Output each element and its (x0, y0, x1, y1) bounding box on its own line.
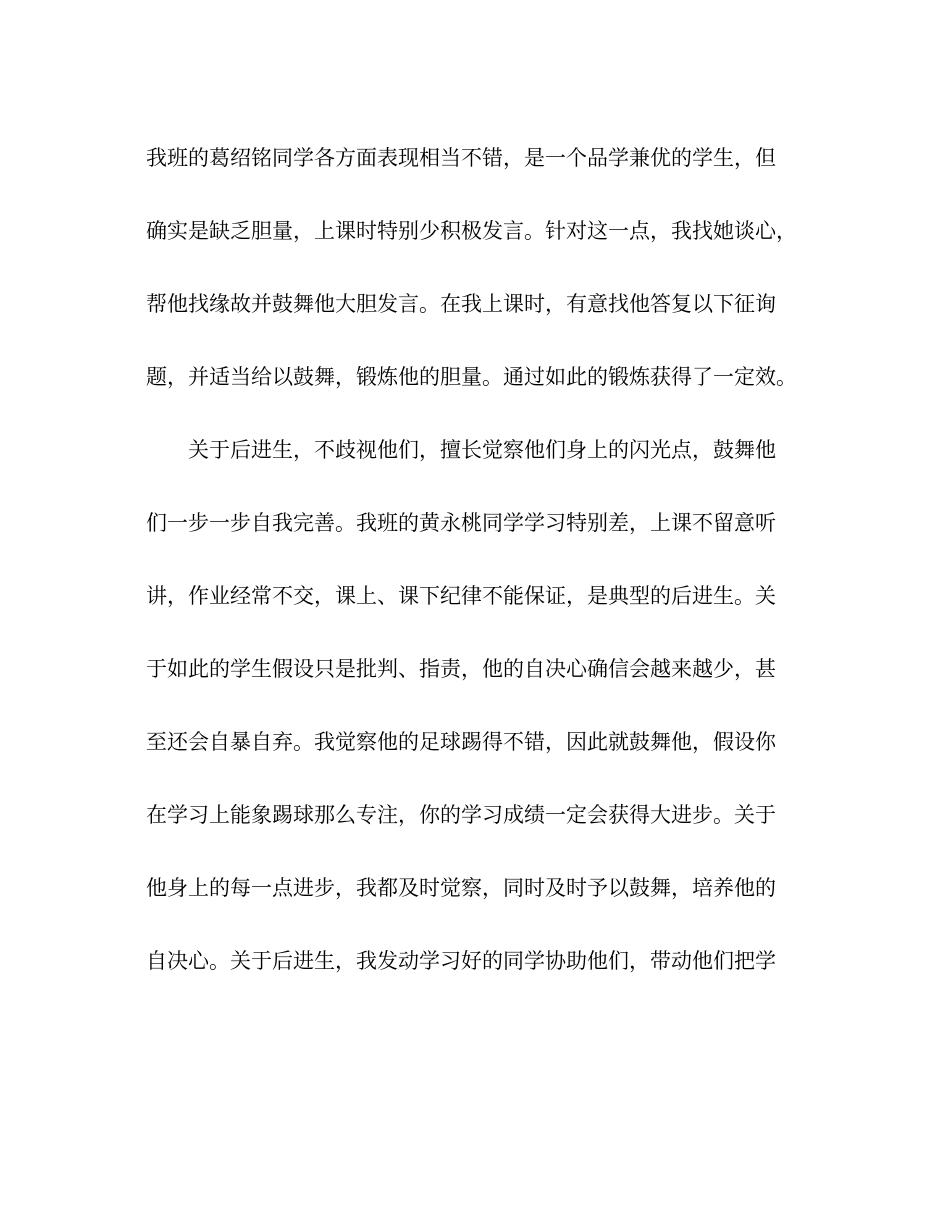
text-line-8: 于如此的学生假设只是批判、指责，他的自决心确信会越来越少，甚 (146, 657, 776, 681)
text-line-1: 我班的葛绍铭同学各方面表现相当不错，是一个品学兼优的学生，但 (146, 146, 776, 170)
text-line-6: 们一步一步自我完善。我班的黄永桃同学学习特别差，上课不留意听 (146, 511, 776, 535)
body-text (146, 138, 806, 1014)
text-line-10: 在学习上能象踢球那么专注，你的学习成绩一定会获得大进步。关于 (146, 803, 776, 827)
text-line-12: 自决心。关于后进生，我发动学习好的同学协助他们，带动他们把学 (146, 949, 776, 973)
text-line-11: 他身上的每一点进步，我都及时觉察，同时及时予以鼓舞，培养他的 (146, 876, 776, 900)
text-line-2: 确实是缺乏胆量，上课时特别少积极发言。针对这一点，我找她谈心， (146, 219, 797, 243)
text-line-9: 至还会自暴自弃。我觉察他的足球踢得不错，因此就鼓舞他，假设你 (146, 730, 776, 754)
text-line-7: 讲，作业经常不交，课上、课下纪律不能保证，是典型的后进生。关 (146, 584, 776, 608)
text-line-5-paragraph-start: 关于后进生，不歧视他们，擅长觉察他们身上的闪光点，鼓舞他 (188, 438, 776, 462)
text-line-3: 帮他找缘故并鼓舞他大胆发言。在我上课时，有意找他答复以下征询 (146, 292, 776, 316)
text-line-4: 题，并适当给以鼓舞，锻炼他的胆量。通过如此的锻炼获得了一定效。 (146, 365, 797, 389)
